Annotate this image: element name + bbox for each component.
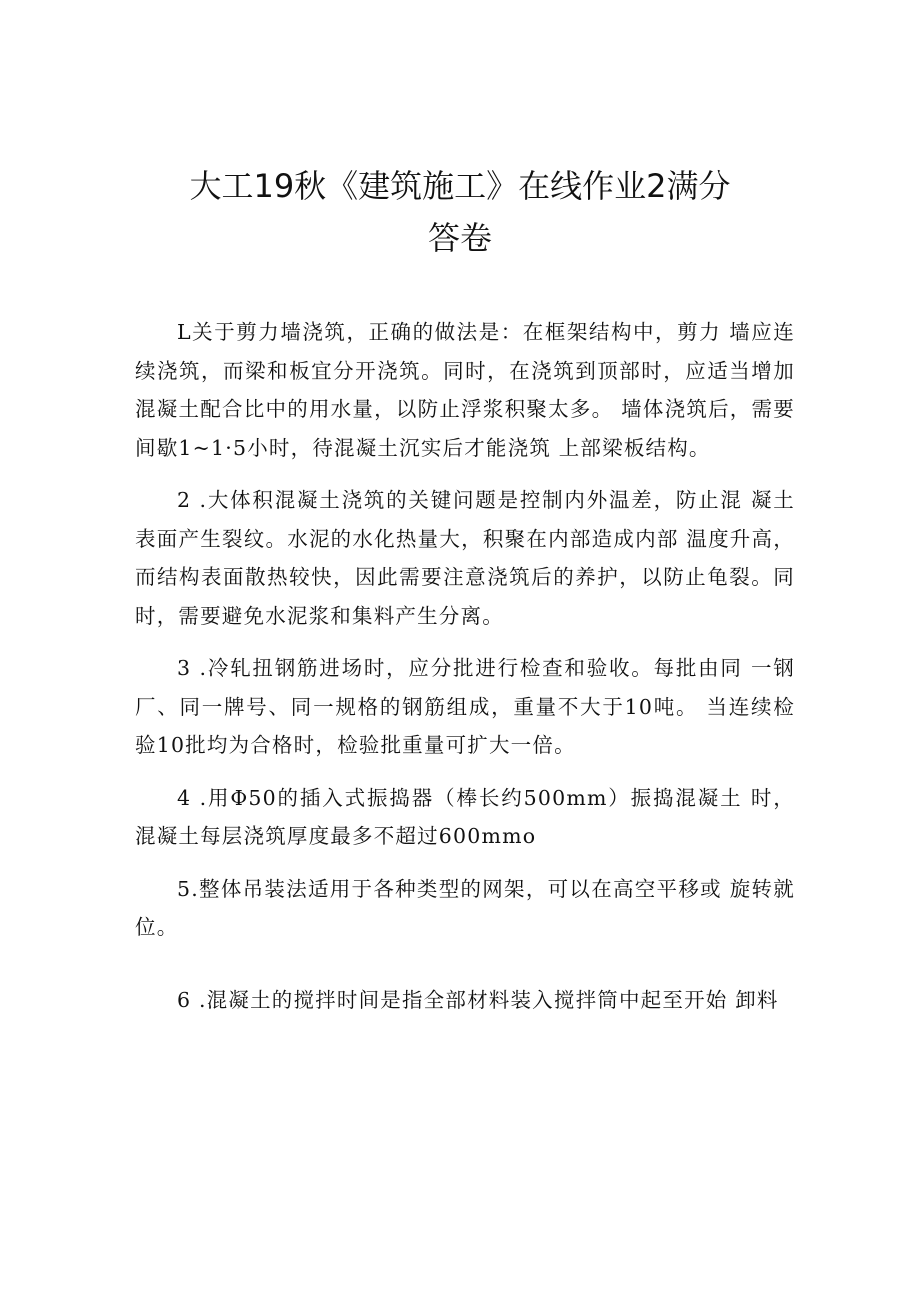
paragraph-4: 4 .用Φ50的插入式振捣器（棒长约500mm）振捣混凝土 时，混凝土每层浇筑厚度最多不超过600mmo xyxy=(135,785,795,848)
title-line-1: 大工19秋《建筑施工》在线作业2满分 xyxy=(189,167,731,205)
paragraph-6: 6 .混凝土的搅拌时间是指全部材料装入搅拌筒中起至开始 卸料 xyxy=(177,987,779,1012)
paragraph-3: 3 .冷轧扭钢筋进场时，应分批进行检查和验收。每批由同 一钢厂、同一牌号、同一规格的钢筋组成，重量不大于10吨。 当连续检验10批均为合格时，检验批重量可扩大一倍。 xyxy=(135,656,795,757)
paragraph-1: L关于剪力墙浇筑，正确的做法是：在框架结构中，剪力 墙应连续浇筑，而梁和板宜分开浇筑。同时，在浇筑到顶部时，应适当增加混凝土配合比中的用水量，以防止浮浆积聚太多。 墙体浇筑后，需要间歇1~1·5小时，待混凝土沉实后才能浇筑 上部梁板结构。 xyxy=(135,320,795,460)
paragraph-5: 5.整体吊装法适用于各种类型的网架，可以在高空平移或 旋转就位。 xyxy=(135,876,795,939)
paragraph-2: 2 .大体积混凝土浇筑的关键问题是控制内外温差，防止混 凝土表面产生裂纹。水泥的水化热量大，积聚在内部造成内部 温度升高，而结构表面散热较快，因此需要注意浇筑后的养护，以防止龟裂。同时，需要避免水泥浆和集料产生分离。 xyxy=(135,488,795,628)
title-line-2: 答卷 xyxy=(427,219,492,257)
document-title xyxy=(0,160,920,264)
document-body xyxy=(135,313,795,1033)
